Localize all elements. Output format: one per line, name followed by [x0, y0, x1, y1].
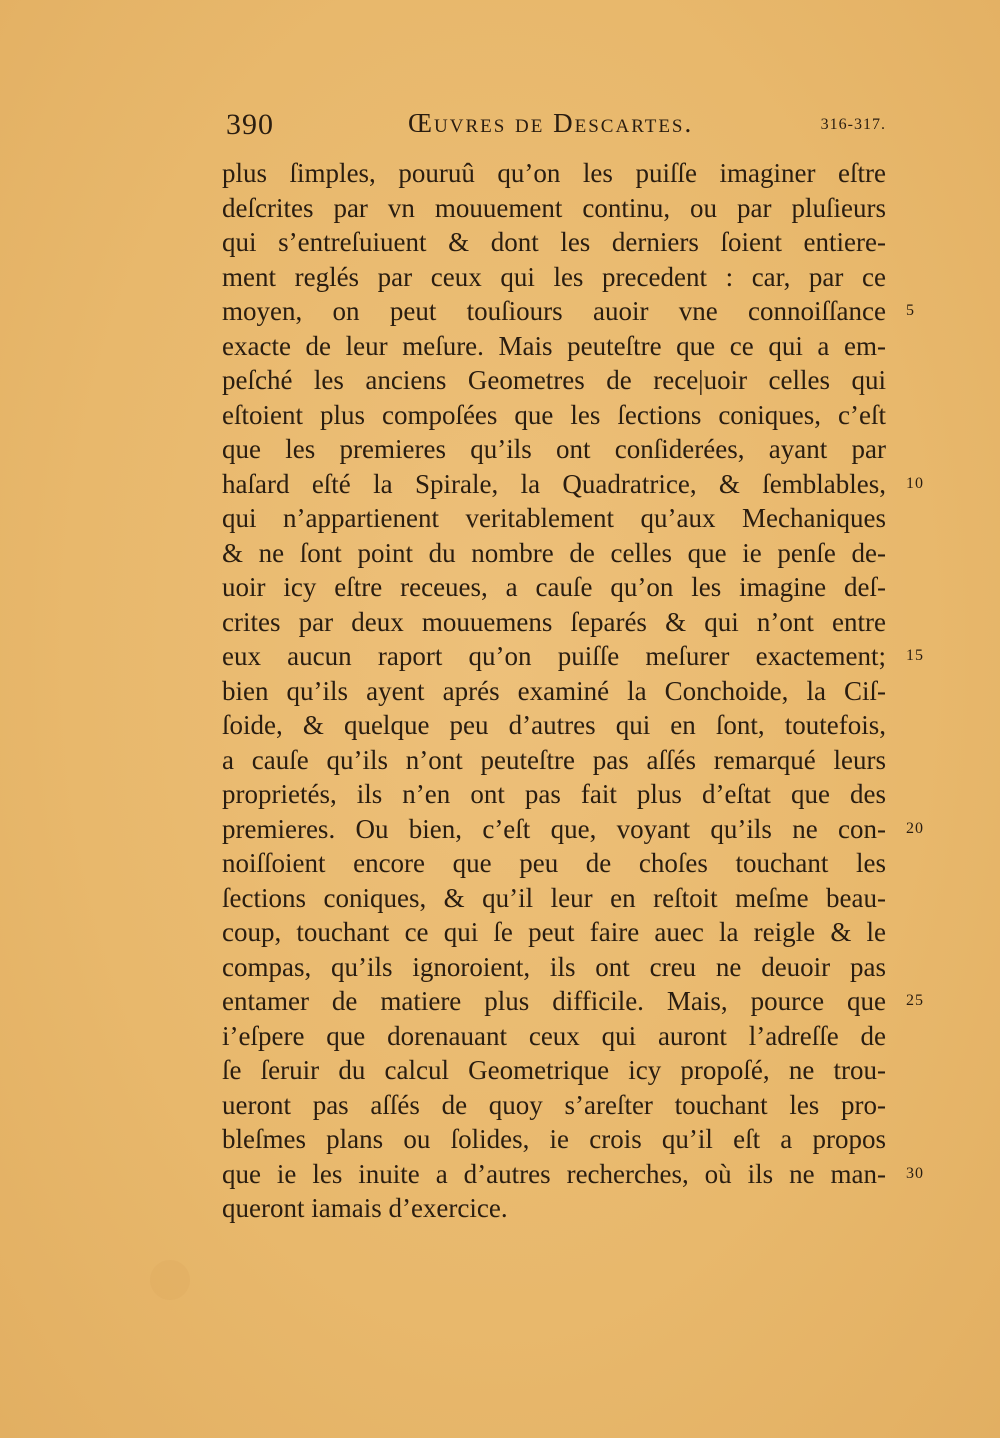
text-line: eſtoient plus compoſées que les ſections coniques, c’eſt [222, 399, 886, 430]
text-line: proprietés, ils n’en ont pas fait plus d’eſtat que des [222, 779, 886, 809]
page-number: 390 [226, 108, 274, 141]
page-range: 316-317. [820, 116, 886, 133]
text-line: noiſſoient encore que peu de choſes touchant les [222, 848, 886, 878]
text-line: deſcrites par vn mouuement continu, ou par pluſieurs [222, 192, 886, 223]
text-line: & ne ſont point du nombre de celles que ie penſe de- [222, 537, 886, 568]
text-line: bien qu’ils ayent aprés examiné la Conchoide, la Ciſ- [222, 675, 886, 706]
margin-line-number: 25 [906, 992, 924, 1009]
page-header [226, 108, 886, 148]
margin-line-number: 20 [906, 819, 924, 837]
text-line: bleſmes plans ou ſolides, ie crois qu’il eſt a propos [222, 1124, 886, 1154]
text-line: plus ſimples, pouruû qu’on les puiſſe imaginer eſtre [222, 158, 886, 188]
text-line: coup, touchant ce qui ſe peut faire auec la reigle & le [222, 917, 886, 947]
paper-smudge [150, 1260, 190, 1300]
text-line: qui n’appartienent veritablement qu’aux Mechaniques [222, 503, 886, 533]
text-line: moyen, on peut touſiours auoir vne connoiſſance [222, 296, 886, 326]
body-text [222, 156, 886, 1226]
margin-line-number: 5 [906, 302, 915, 319]
text-line: exacte de leur meſure. Mais peuteſtre que ce qui a em- [222, 330, 886, 361]
text-line: haſard eſté la Spirale, la Quadratrice, & ſemblables, [222, 468, 886, 499]
text-line: que ie les inuite a d’autres recherches, où ils ne man- [222, 1158, 886, 1189]
text-line: qui s’entreſuiuent & dont les derniers ſoient entiere- [222, 227, 886, 257]
text-line: ſoide, & quelque peu d’autres qui en ſont, toutefois, [222, 710, 886, 740]
text-line: uoir icy eſtre receues, a cauſe qu’on les imagine deſ- [222, 572, 886, 602]
text-line: a cauſe qu’ils n’ont peuteſtre pas aſſés remarqué leurs [222, 744, 886, 775]
text-line: i’eſpere que dorenauant ceux qui auront l’adreſſe de [222, 1020, 886, 1051]
text-line: ſections coniques, & qu’il leur en reſtoit meſme beau- [222, 882, 886, 913]
text-line: ſe ſeruir du calcul Geometrique icy propoſé, ne trou- [222, 1055, 886, 1085]
margin-line-number: 15 [906, 647, 924, 664]
running-title: Œuvres de Descartes. [408, 108, 694, 138]
text-line: premieres. Ou bien, c’eſt que, voyant qu’ils ne con- [222, 813, 886, 844]
text-line: que les premieres qu’ils ont conſiderées, ayant par [222, 434, 886, 464]
text-line: peſché les anciens Geometres de rece|uoir celles qui [222, 365, 886, 395]
text-line: ment reglés par ceux qui les precedent : car, par ce [222, 261, 886, 292]
text-line: crites par deux mouuemens ſeparés & qui n’ont entre [222, 606, 886, 637]
margin-line-number: 10 [906, 474, 924, 492]
text-line: compas, qu’ils ignoroient, ils ont creu ne deuoir pas [222, 951, 886, 982]
text-line: eux aucun raport qu’on puiſſe meſurer exactement; [222, 641, 886, 671]
margin-line-number: 30 [906, 1164, 924, 1182]
text-line: entamer de matiere plus difficile. Mais, pource que [222, 986, 886, 1016]
text-line: queront iamais d’exercice. [222, 1193, 508, 1223]
text-line: ueront pas aſſés de quoy s’areſter touchant les pro- [222, 1089, 886, 1120]
